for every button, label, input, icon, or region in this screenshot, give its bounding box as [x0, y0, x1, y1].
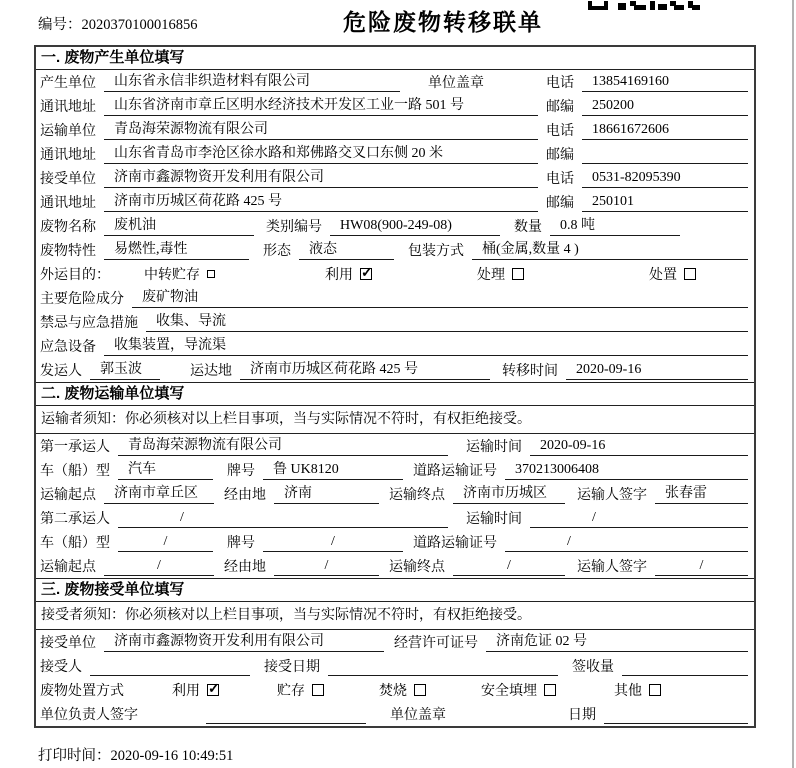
disposal-other-checkbox-icon — [649, 684, 661, 696]
receiver-phone-value: 0531-82095390 — [582, 169, 748, 188]
producer-phone-label: 电话 — [546, 76, 574, 91]
shipper-row — [36, 358, 754, 382]
transport-unit-row — [36, 118, 754, 142]
second-transport-time-label: 运输时间 — [466, 512, 522, 527]
receiver-notice: 接受者须知：你必须核对以上栏目事项，当与实际情况不符时，有权拒绝接受。 — [36, 602, 754, 630]
unit-seal-label: 单位盖章 — [428, 76, 484, 91]
receiver-date-label: 日期 — [568, 708, 596, 723]
purpose-dispose-label: 处置 — [649, 268, 677, 283]
disposal-landfill-label: 安全填埋 — [481, 684, 537, 699]
purpose-dispose-option — [649, 264, 696, 284]
main-hazard-label: 主要危险成分 — [40, 292, 124, 307]
destination-value: 济南市历城区荷花路 425 号 — [240, 361, 490, 380]
accept-person-row — [36, 654, 754, 678]
producer-phone-value: 13854169160 — [582, 73, 748, 92]
receiver-address-row — [36, 190, 754, 214]
accept-person-value — [90, 657, 250, 676]
second-via-value: / — [274, 557, 379, 576]
receiver-postal-value: 250101 — [582, 193, 748, 212]
transport-phone-value: 18661672606 — [582, 121, 748, 140]
second-carrier-sign-value: / — [655, 557, 748, 576]
transport-phone-label: 电话 — [546, 124, 574, 139]
quantity-value: 0.8 吨 — [550, 217, 680, 236]
producer-address-row — [36, 94, 754, 118]
second-transport-time-value: / — [530, 509, 748, 528]
receiver-address-label: 通讯地址 — [40, 196, 96, 211]
second-terminus-value: / — [453, 557, 565, 576]
producer-postal-label: 邮编 — [546, 100, 574, 115]
origin-value: 济南市章丘区 — [104, 485, 214, 504]
route-row — [36, 482, 754, 506]
purpose-dispose-checkbox-icon — [684, 268, 696, 280]
category-code-value: HW08(900-249-08) — [330, 217, 500, 236]
second-via-label: 经由地 — [224, 560, 266, 575]
transporter-notice: 运输者须知：你必须核对以上栏目事项，当与实际情况不符时，有权拒绝接受。 — [36, 406, 754, 434]
page-title: 危险废物转移联单 — [343, 9, 543, 35]
print-time-label: 打印时间： — [38, 748, 111, 764]
road-permit-value: 370213006408 — [505, 461, 748, 480]
transport-address-value: 山东省青岛市李沧区徐水路和郑佛路交叉口东侧 20 米 — [104, 145, 538, 164]
second-origin-value: / — [104, 557, 214, 576]
transport-time-value: 2020-09-16 — [530, 437, 748, 456]
purpose-use-checkbox-icon — [360, 268, 372, 280]
purpose-treat-checkbox-icon — [512, 268, 524, 280]
terminus-value: 济南市历城区 — [453, 485, 565, 504]
carrier-sign-label: 运输人签字 — [577, 488, 647, 503]
second-route-row — [36, 554, 754, 578]
second-carrier-value: / — [118, 509, 448, 528]
vehicle-row — [36, 458, 754, 482]
accept-unit-label: 接受单位 — [40, 636, 96, 651]
purpose-treat-option — [477, 264, 524, 284]
main-hazard-value: 废矿物油 — [132, 289, 748, 308]
origin-label: 运输起点 — [40, 488, 96, 503]
plate-no-label: 牌号 — [227, 464, 255, 479]
disposal-use-label: 利用 — [172, 684, 200, 699]
print-time-value: 2020-09-16 10:49:51 — [110, 748, 234, 764]
waste-name-value: 废机油 — [104, 217, 254, 236]
purpose-treat-label: 处理 — [477, 268, 505, 283]
carrier-sign-value: 张春雷 — [655, 485, 748, 504]
disposal-method-label: 废物处置方式 — [40, 684, 124, 699]
sign-quantity-label: 签收量 — [572, 660, 614, 675]
taboo-measures-value: 收集、导流 — [146, 313, 748, 332]
second-origin-label: 运输起点 — [40, 560, 96, 575]
disposal-incinerate-label: 焚烧 — [379, 684, 407, 699]
waste-trait-label: 废物特性 — [40, 244, 96, 259]
accept-unit-row — [36, 630, 754, 654]
transport-postal-label: 邮编 — [546, 148, 574, 163]
emergency-equipment-row — [36, 334, 754, 358]
packaging-value: 桶(金属,数量 4 ) — [472, 241, 748, 260]
section-receiver-title: 三. 废物接受单位填写 — [36, 579, 754, 602]
via-label: 经由地 — [224, 488, 266, 503]
producer-unit-value: 山东省永信非织造材料有限公司 — [104, 73, 400, 92]
doc-number-label: 编号： — [38, 17, 82, 33]
taboo-measures-row — [36, 310, 754, 334]
first-carrier-value: 青岛海荣源物流有限公司 — [118, 437, 448, 456]
receiver-address-value: 济南市历城区荷花路 425 号 — [104, 193, 538, 212]
first-carrier-row — [36, 434, 754, 458]
disposal-landfill-checkbox-icon — [544, 684, 556, 696]
destination-label: 运达地 — [190, 364, 232, 379]
right-page-border — [792, 0, 794, 768]
producer-unit-label: 产生单位 — [40, 76, 96, 91]
disposal-use-option — [172, 680, 219, 700]
second-carrier-sign-label: 运输人签字 — [577, 560, 647, 575]
producer-address-value: 山东省济南市章丘区明水经济技术开发区工业一路 501 号 — [104, 97, 538, 116]
waste-trait-row — [36, 238, 754, 262]
disposal-landfill-option — [481, 680, 556, 700]
second-vehicle-type-value: / — [118, 533, 213, 552]
second-road-permit-value: / — [505, 533, 748, 552]
waste-name-label: 废物名称 — [40, 220, 96, 235]
vehicle-type-label: 车（船）型 — [40, 464, 110, 479]
receiver-unit-row — [36, 166, 754, 190]
main-hazard-row — [36, 286, 754, 310]
outbound-purpose-row — [36, 262, 754, 286]
second-terminus-label: 运输终点 — [389, 560, 445, 575]
purpose-transfer-storage-option — [144, 264, 215, 284]
taboo-measures-label: 禁忌与应急措施 — [40, 316, 138, 331]
second-road-permit-label: 道路运输证号 — [413, 536, 497, 551]
second-vehicle-type-label: 车（船）型 — [40, 536, 110, 551]
receiver-unit-value: 济南市鑫源物资开发利用有限公司 — [104, 169, 538, 188]
receiver-postal-label: 邮编 — [546, 196, 574, 211]
packaging-label: 包装方式 — [408, 244, 464, 259]
producer-address-label: 通讯地址 — [40, 100, 96, 115]
disposal-storage-option — [277, 680, 324, 700]
purpose-transfer-storage-checkbox-icon — [207, 270, 215, 278]
disposal-other-option — [614, 680, 661, 700]
transfer-date-label: 转移时间 — [502, 364, 558, 379]
disposal-storage-label: 贮存 — [277, 684, 305, 699]
license-no-value: 济南危证 02 号 — [486, 633, 748, 652]
producer-unit-row — [36, 70, 754, 94]
road-permit-label: 道路运输证号 — [413, 464, 497, 479]
emergency-equipment-label: 应急设备 — [40, 340, 96, 355]
transfer-date-value: 2020-09-16 — [566, 361, 748, 380]
quantity-label: 数量 — [514, 220, 542, 235]
manifest-form — [34, 45, 756, 728]
section-receiver — [36, 578, 754, 726]
second-vehicle-row — [36, 530, 754, 554]
terminus-label: 运输终点 — [389, 488, 445, 503]
category-code-label: 类别编号 — [266, 220, 322, 235]
emergency-equipment-value: 收集装置，导流渠 — [104, 337, 748, 356]
manager-sign-row — [36, 702, 754, 726]
second-carrier-label: 第二承运人 — [40, 512, 110, 527]
transport-address-row — [36, 142, 754, 166]
outbound-purpose-label: 外运目的： — [40, 268, 110, 283]
print-time — [38, 744, 233, 765]
accept-date-label: 接受日期 — [264, 660, 320, 675]
section-transporter — [36, 382, 754, 578]
second-plate-no-label: 牌号 — [227, 536, 255, 551]
section-producer-title: 一. 废物产生单位填写 — [36, 47, 754, 70]
vehicle-type-value: 汽车 — [118, 461, 213, 480]
doc-number-value: 2020370100016856 — [81, 17, 198, 33]
manager-sign-value — [206, 705, 366, 724]
waste-trait-value: 易燃性,毒性 — [104, 241, 249, 260]
via-value: 济南 — [274, 485, 379, 504]
disposal-use-checkbox-icon — [207, 684, 219, 696]
license-no-label: 经营许可证号 — [394, 636, 478, 651]
section-producer — [36, 47, 754, 382]
disposal-incinerate-option — [379, 680, 426, 700]
receiver-unit-label: 接受单位 — [40, 172, 96, 187]
disposal-incinerate-checkbox-icon — [414, 684, 426, 696]
accept-date-value — [328, 657, 558, 676]
transport-time-label: 运输时间 — [466, 440, 522, 455]
purpose-transfer-storage-label: 中转贮存 — [144, 268, 200, 283]
second-carrier-row — [36, 506, 754, 530]
accept-person-label: 接受人 — [40, 660, 82, 675]
sign-quantity-value — [622, 657, 748, 676]
disposal-method-row — [36, 678, 754, 702]
qr-code-icon — [588, 0, 700, 10]
shipper-label: 发运人 — [40, 364, 82, 379]
purpose-use-option — [325, 264, 372, 284]
receiver-date-value — [604, 705, 748, 724]
second-plate-no-value: / — [263, 533, 403, 552]
receiver-seal-label: 单位盖章 — [390, 708, 446, 723]
transport-unit-value: 青岛海荣源物流有限公司 — [104, 121, 538, 140]
first-carrier-label: 第一承运人 — [40, 440, 110, 455]
transport-unit-label: 运输单位 — [40, 124, 96, 139]
receiver-phone-label: 电话 — [546, 172, 574, 187]
transport-address-label: 通讯地址 — [40, 148, 96, 163]
waste-name-row — [36, 214, 754, 238]
purpose-use-label: 利用 — [325, 268, 353, 283]
form-state-value: 液态 — [299, 241, 394, 260]
accept-unit-value: 济南市鑫源物资开发利用有限公司 — [104, 633, 384, 652]
shipper-value: 郭玉波 — [90, 361, 160, 380]
form-state-label: 形态 — [263, 244, 291, 259]
producer-postal-value: 250200 — [582, 97, 748, 116]
disposal-storage-checkbox-icon — [312, 684, 324, 696]
section-transporter-title: 二. 废物运输单位填写 — [36, 383, 754, 406]
manager-sign-label: 单位负责人签字 — [40, 708, 138, 723]
disposal-other-label: 其他 — [614, 684, 642, 699]
plate-no-value: 鲁 UK8120 — [263, 461, 403, 480]
transport-postal-value — [582, 145, 748, 164]
